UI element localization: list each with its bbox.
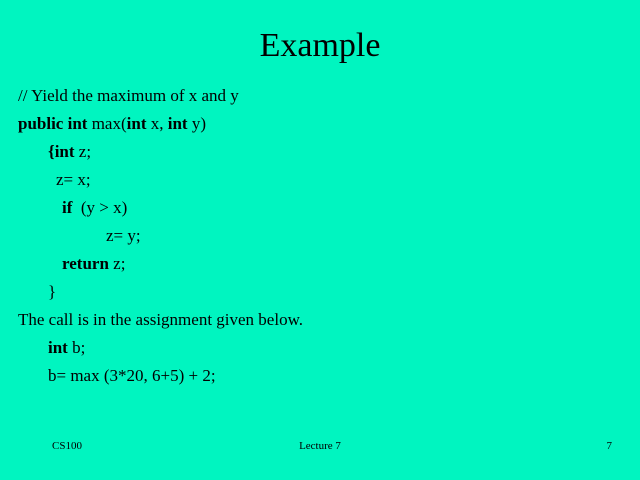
code-segment: return bbox=[62, 254, 114, 273]
code-segment: {int bbox=[48, 142, 79, 161]
code-line bbox=[18, 194, 622, 222]
code-line bbox=[18, 306, 622, 334]
code-line bbox=[18, 334, 622, 362]
code-segment: if bbox=[62, 198, 77, 217]
code-segment: x, bbox=[146, 114, 168, 133]
code-segment: b; bbox=[72, 338, 86, 357]
code-segment: z; bbox=[113, 254, 126, 273]
code-line bbox=[18, 110, 622, 138]
code-line bbox=[18, 278, 622, 306]
code-line bbox=[18, 222, 622, 250]
slide-body bbox=[18, 82, 622, 390]
footer-lecture-label: Lecture 7 bbox=[299, 440, 341, 452]
code-line bbox=[18, 138, 622, 166]
code-segment: z= x; bbox=[56, 170, 91, 189]
code-segment: int bbox=[48, 338, 73, 357]
code-segment: max( bbox=[91, 114, 127, 133]
slide-footer bbox=[0, 440, 640, 456]
code-line bbox=[18, 166, 622, 194]
code-segment: z; bbox=[78, 142, 92, 161]
code-segment: z= y; bbox=[106, 226, 141, 245]
code-line bbox=[18, 82, 622, 110]
footer-course-label: CS100 bbox=[52, 440, 82, 452]
code-segment: // Yield the maximum of x and y bbox=[18, 86, 239, 105]
code-line bbox=[18, 362, 622, 390]
code-segment: (y > x) bbox=[76, 198, 128, 217]
code-segment: int bbox=[126, 114, 147, 133]
code-segment: int bbox=[167, 114, 188, 133]
page-title: Example bbox=[259, 27, 381, 64]
code-segment: } bbox=[48, 282, 57, 301]
code-line bbox=[18, 250, 622, 278]
code-segment: y) bbox=[187, 114, 206, 133]
footer-page-number: 7 bbox=[606, 440, 612, 452]
code-segment: public int bbox=[18, 114, 92, 133]
code-segment: The call is in the assignment given below. bbox=[18, 310, 303, 329]
code-segment: b= max (3*20, 6+5) + 2; bbox=[48, 366, 216, 385]
